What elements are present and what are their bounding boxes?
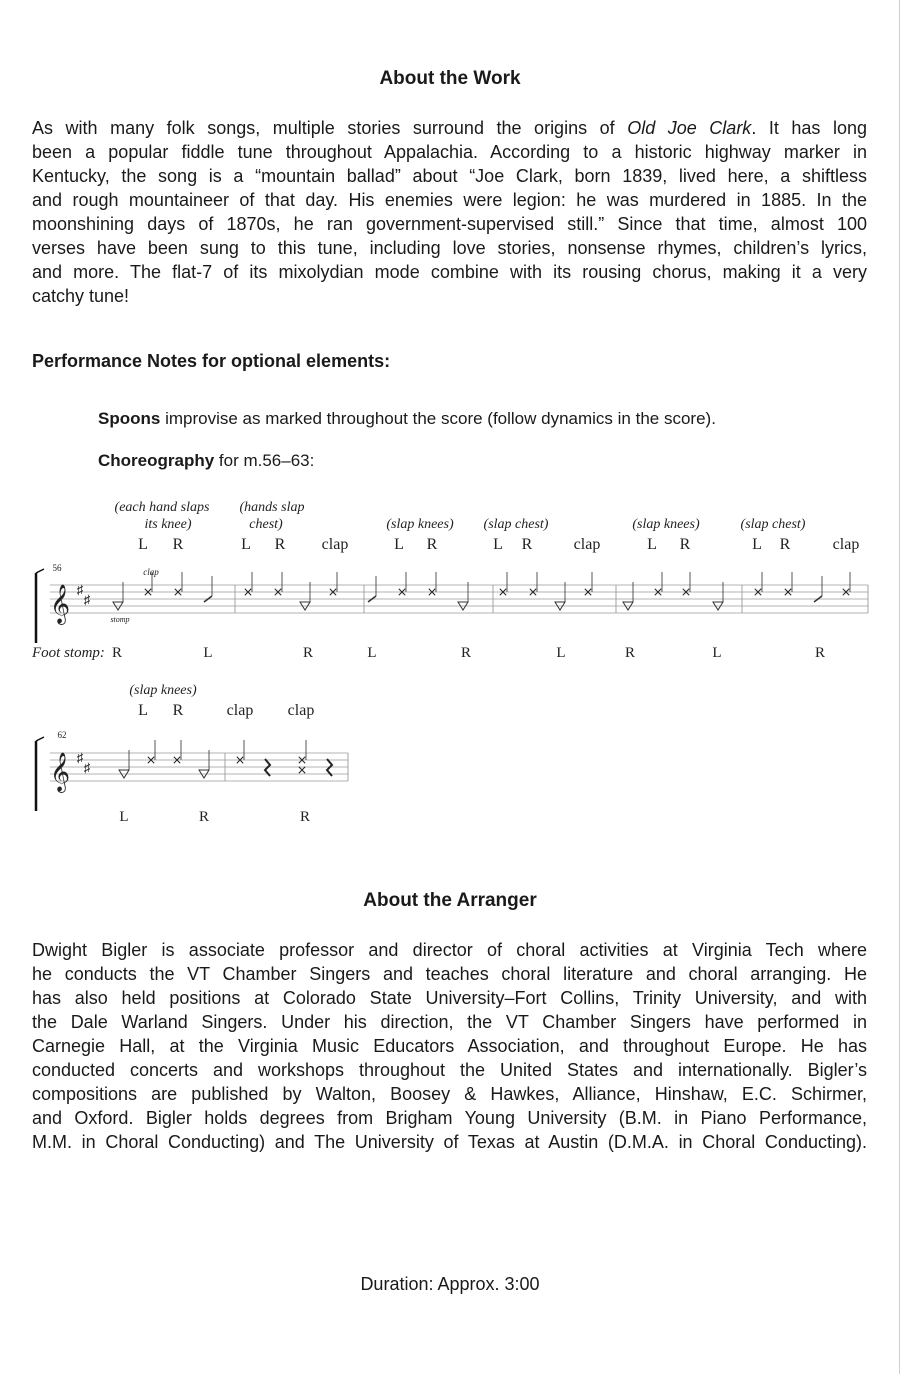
arranger-line-4: the Dale Warland Singers. Under his direction, the VT Chamber Singers have performed in <box>32 1012 867 1032</box>
foot-label: L <box>367 645 377 661</box>
arranger-line-1: Dwight Bigler is associate professor and director of choral activities at Virginia Tech where <box>32 940 867 960</box>
hand-label: R <box>172 702 184 719</box>
about-work-line-7: and more. The flat-7 of its mixolydian mode combine with its rousing chorus, making it a very <box>32 262 867 282</box>
stomp-cue: stomp <box>110 615 130 624</box>
sharp-icon: ♯ <box>83 760 91 775</box>
sharp-icon: ♯ <box>76 582 84 597</box>
choreo-annotation: (hands slap <box>239 500 305 515</box>
spoons-label: Spoons <box>98 409 161 428</box>
hand-label: L <box>394 536 404 553</box>
song-title: Old Joe Clark <box>627 118 752 138</box>
sharp-icon: ♯ <box>83 592 91 607</box>
measure-number: 62 <box>57 730 67 740</box>
hand-label: clap <box>832 536 860 553</box>
hand-label: clap <box>321 536 349 553</box>
x-notehead-icon <box>299 767 305 773</box>
duration-text: Duration: Approx. 3:00 <box>360 1274 540 1294</box>
choreo-annotation: its knee) <box>144 517 192 532</box>
staff-system-1 <box>36 569 868 643</box>
about-arranger-heading: About the Arranger <box>363 890 537 911</box>
hand-label: clap <box>287 702 315 719</box>
hand-label: R <box>779 536 791 553</box>
foot-label: L <box>203 645 213 661</box>
foot-label: L <box>712 645 722 661</box>
foot-label: L <box>119 809 129 825</box>
about-work-line-3: Kentucky, the song is a “mountain ballad” about “Joe Clark, born 1839, lived here, a shiftless <box>32 166 867 186</box>
bracket-hook <box>36 737 44 741</box>
quarter-rest-icon <box>265 759 270 776</box>
foot-label: R <box>299 809 311 825</box>
choreography-text: for m.56–63: <box>214 451 315 470</box>
staff-system-2 <box>36 737 348 811</box>
foot-label: R <box>198 809 210 825</box>
arranger-line-7: compositions are published by Walton, Boosey & Hawkes, Alliance, Hinshaw, E.C. Schirmer, <box>32 1084 867 1104</box>
foot-label: R <box>814 645 826 661</box>
choreo-annotation: chest) <box>249 517 283 532</box>
hand-label: L <box>752 536 762 553</box>
hand-label: R <box>426 536 438 553</box>
choreo-annotation: (slap knees) <box>129 683 197 698</box>
choreo-annotation: (each hand slaps <box>114 500 210 515</box>
quarter-rest-icon <box>327 759 332 776</box>
about-work-line-1: As with many folk songs, multiple stories surround the origins of Old Joe Clark. It has long <box>32 118 867 138</box>
clap-cue: clap <box>143 567 159 577</box>
choreo-annotation: (slap knees) <box>632 517 700 532</box>
foot-label: R <box>302 645 314 661</box>
hand-label: L <box>493 536 503 553</box>
arranger-line-5: Carnegie Hall, at the Virginia Music Educators Association, and throughout Europe. He has <box>32 1036 867 1056</box>
hand-label: L <box>138 536 148 553</box>
sharp-icon: ♯ <box>76 750 84 765</box>
choreo-annotation: (slap chest) <box>740 517 806 532</box>
foot-label: R <box>111 645 123 661</box>
choreography-label: Choreography <box>98 451 215 470</box>
measure-number: 56 <box>52 563 62 573</box>
about-work-heading: About the Work <box>379 68 521 89</box>
about-work-line-8: catchy tune! <box>32 286 130 306</box>
hand-label: R <box>521 536 533 553</box>
hand-label: L <box>241 536 251 553</box>
hand-label: L <box>647 536 657 553</box>
foot-label: L <box>556 645 566 661</box>
hand-label: R <box>172 536 184 553</box>
foot-stomp-label: Foot stomp: <box>32 645 105 661</box>
foot-label: R <box>624 645 636 661</box>
choreo-annotation: (slap knees) <box>386 517 454 532</box>
choreo-annotation: (slap chest) <box>483 517 549 532</box>
arranger-line-9: M.M. in Choral Conducting) and The University of Texas at Austin (D.M.A. in Choral Conducting). <box>32 1132 867 1152</box>
bracket-hook <box>36 569 44 573</box>
arranger-line-8: and Oxford. Bigler holds degrees from Brigham Young University (B.M. in Piano Performance, <box>32 1108 867 1128</box>
hand-label: R <box>274 536 286 553</box>
hand-label: L <box>138 702 148 719</box>
arranger-line-6: conducted concerts and workshops throughout the United States and internationally. Bigler’s <box>32 1060 867 1080</box>
spoons-text: improvise as marked throughout the score (follow dynamics in the score). <box>160 409 716 428</box>
about-work-line-4: and rough mountaineer of that day. His enemies were legion: he was murdered in 1885. In the <box>32 190 867 210</box>
hand-label: clap <box>573 536 601 553</box>
hand-label: clap <box>226 702 254 719</box>
treble-clef-icon: 𝄞 <box>49 754 71 791</box>
about-work-line-2: been a popular fiddle tune throughout Appalachia. According to a historic highway marker in <box>32 142 867 162</box>
score-labels <box>31 500 859 825</box>
hand-label: R <box>679 536 691 553</box>
arranger-line-2: he conducts the VT Chamber Singers and teaches choral literature and choral arranging. He <box>32 964 867 984</box>
foot-label: R <box>460 645 472 661</box>
about-arranger-paragraph <box>32 938 867 1154</box>
about-work-line-6: verses have been sung to this tune, including love stories, nonsense rhymes, children’s lyrics, <box>32 238 867 258</box>
arranger-line-3: has also held positions at Colorado State University–Fort Collins, Trinity University, and with <box>32 988 867 1008</box>
about-work-line-5: moonshining days of 1870s, he ran government-supervised still.” Since that time, almost 100 <box>32 214 867 234</box>
performance-notes-heading: Performance Notes for optional elements: <box>32 351 391 371</box>
treble-clef-icon: 𝄞 <box>49 586 71 623</box>
